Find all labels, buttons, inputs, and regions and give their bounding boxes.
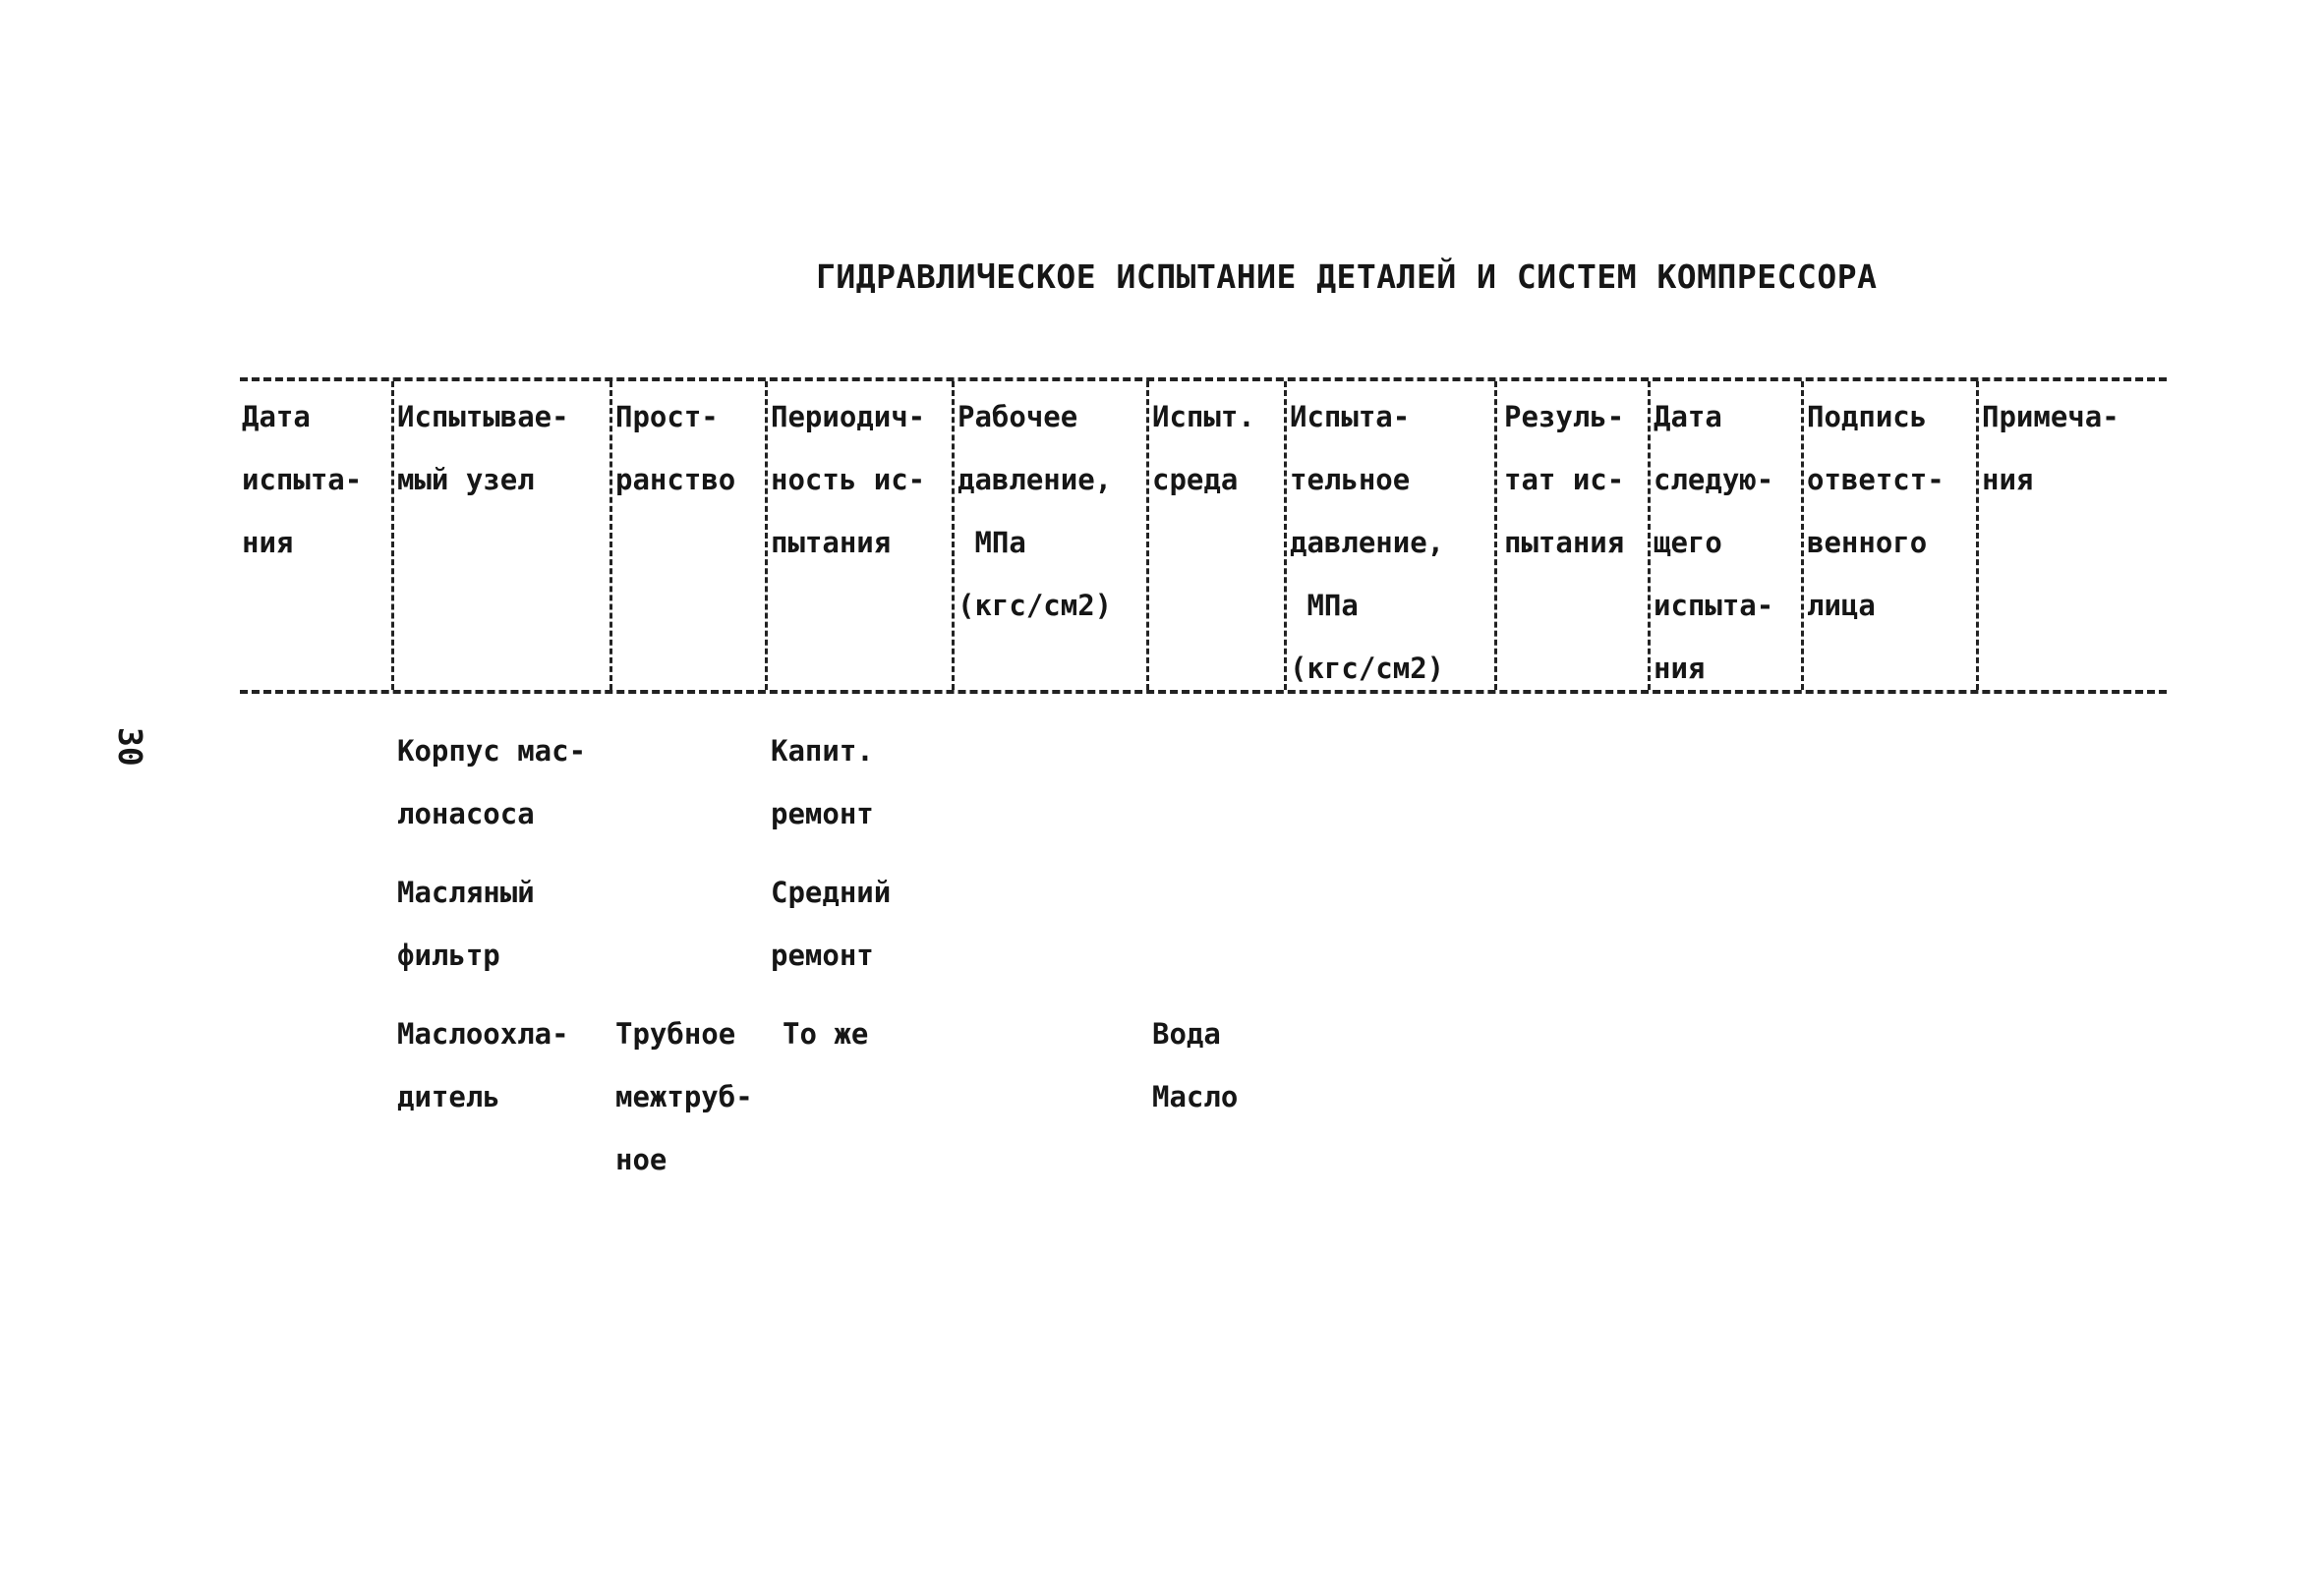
column-separator bbox=[1284, 381, 1287, 690]
column-separator bbox=[765, 381, 768, 690]
table-row-2-periodicity: Средний ремонт bbox=[771, 876, 892, 972]
header-space: Прост- ранство bbox=[615, 400, 736, 496]
table-row-3-medium: Вода Масло bbox=[1152, 1017, 1239, 1113]
column-separator bbox=[1648, 381, 1651, 690]
header-test-medium: Испыт. среда bbox=[1152, 400, 1255, 496]
header-test-pressure: Испыта- тельное давление, МПа (кгс/см2) bbox=[1290, 400, 1445, 685]
table-row-3-space: Трубное межтруб- ное bbox=[615, 1017, 753, 1176]
column-separator bbox=[610, 381, 612, 690]
header-test-result: Резуль- тат ис- пытания bbox=[1504, 400, 1625, 559]
header-notes: Примеча- ния bbox=[1982, 400, 2119, 496]
header-periodicity: Периодич- ность ис- пытания bbox=[771, 400, 926, 559]
column-separator bbox=[391, 381, 394, 690]
header-test-date: Дата испыта- ния bbox=[242, 400, 363, 559]
header-signature: Подпись ответст- венного лица bbox=[1807, 400, 1945, 622]
page-title: ГИДРАВЛИЧЕСКОЕ ИСПЫТАНИЕ ДЕТАЛЕЙ И СИСТЕМ КОМПРЕССОРА bbox=[816, 257, 1878, 296]
column-separator bbox=[1801, 381, 1804, 690]
column-separator bbox=[1146, 381, 1149, 690]
column-separator bbox=[1976, 381, 1979, 690]
table-row-2-node: Масляный фильтр bbox=[397, 876, 535, 972]
header-next-test-date: Дата следую- щего испыта- ния bbox=[1654, 400, 1774, 685]
table-row-3-node: Маслоохла- дитель bbox=[397, 1017, 569, 1113]
page-number: 30 bbox=[111, 727, 149, 767]
table-row-3-periodicity: То же bbox=[783, 1017, 869, 1051]
column-separator bbox=[952, 381, 955, 690]
table-row-1-periodicity: Капит. ремонт bbox=[771, 734, 874, 830]
header-tested-node: Испытывае- мый узел bbox=[397, 400, 569, 496]
table-row-1-node: Корпус мас- лонасоса bbox=[397, 734, 587, 830]
table-header-bottom-rule bbox=[240, 690, 2167, 694]
header-working-pressure: Рабочее давление, МПа (кгс/см2) bbox=[958, 400, 1113, 622]
table-header-top-rule bbox=[240, 377, 2167, 381]
column-separator bbox=[1494, 381, 1497, 690]
